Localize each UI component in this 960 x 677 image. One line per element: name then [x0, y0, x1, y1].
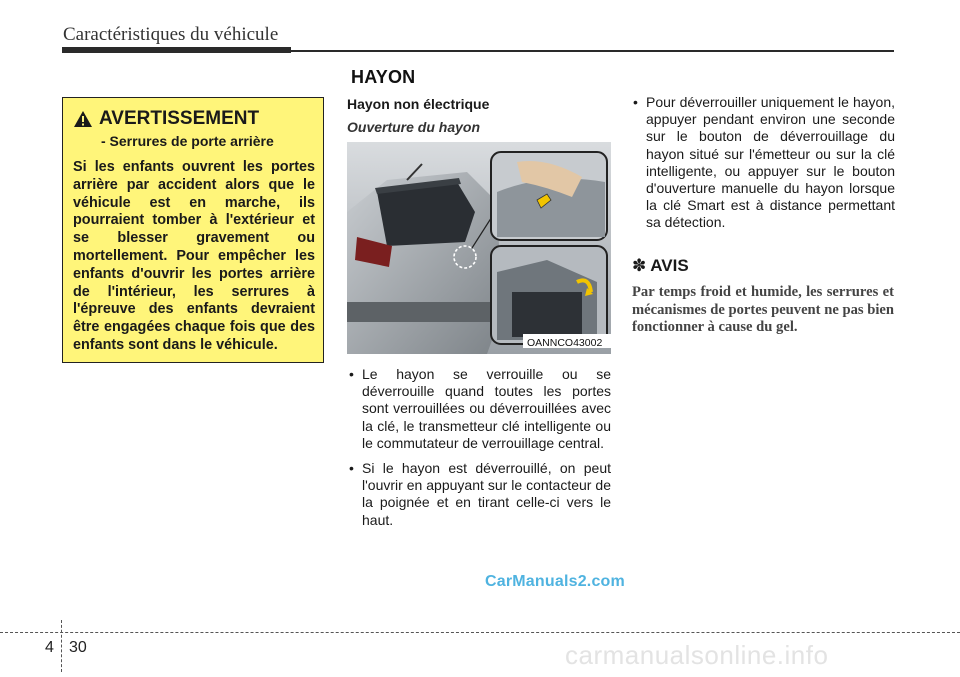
page-number: 30 [69, 639, 87, 656]
warning-box [62, 97, 324, 363]
section-title: HAYON [351, 67, 416, 87]
warning-title: AVERTISSEMENT [99, 108, 260, 129]
warning-subtitle: - Serrures de porte arrière [101, 133, 274, 149]
list-item: • Pour déverrouiller uniquement le hayon, appuyer pendant environ une seconde sur le bouton de déverrouillage du hayon situé sur l'émetteur ou sur la clé intelligente, ou appuyer sur le bouton d'ouverture manuelle du hayon lorsque la clé Smart est à distance permettant sa détection. [631, 94, 895, 232]
footer-divider [61, 620, 62, 672]
warning-triangle-icon [73, 110, 93, 128]
chapter-number: 4 [45, 639, 54, 656]
warning-header [73, 108, 315, 130]
watermark-site: carmanualsonline.info [565, 640, 829, 670]
right-bullet-list [631, 94, 895, 240]
watermark-link[interactable]: CarManuals2.com [485, 573, 625, 590]
notice-star-icon: ✽ [632, 256, 647, 275]
footer-rule [0, 632, 960, 633]
notice-heading [632, 256, 689, 276]
figure-code: OANNCO43002 [527, 337, 603, 349]
tailgate-photo-icon [347, 142, 611, 354]
notice-title: AVIS [650, 256, 689, 275]
middle-bullet-list [347, 366, 611, 537]
warning-text: Si les enfants ouvrent les portes arrière par accident alors que le véhicule est en marche, ils pourraient tomber à l'extérieur et se blesser gravement ou mortellement. Pour empêcher les enfants d'ouvrir les portes arrière de l'intérieur, les serrures à l'épreuve des enfants devraient être engagées chaque fois que des enfants sont dans le véhicule. [73, 159, 315, 353]
list-item: • Le hayon se verrouille ou se déverrouille quand toutes les portes sont verrouillées ou déverrouillées avec la clé, le transmetteur clé intelligente ou le commutateur de verrouillage central. [347, 366, 611, 452]
tailgate-illustration [347, 142, 611, 354]
notice-text: Par temps froid et humide, les serrures et mécanismes de portes peuvent ne pas bien fonctionner à cause du gel. [632, 284, 894, 336]
procedure-heading: Ouverture du hayon [347, 119, 481, 135]
subsection-heading: Hayon non électrique [347, 96, 490, 112]
running-title: Caractéristiques du véhicule [63, 24, 279, 45]
header-rule-accent [62, 47, 291, 53]
list-item: • Si le hayon est déverrouillé, on peut l'ouvrir en appuyant sur le contacteur de la poignée et en tirant celle-ci vers le haut. [347, 460, 611, 529]
